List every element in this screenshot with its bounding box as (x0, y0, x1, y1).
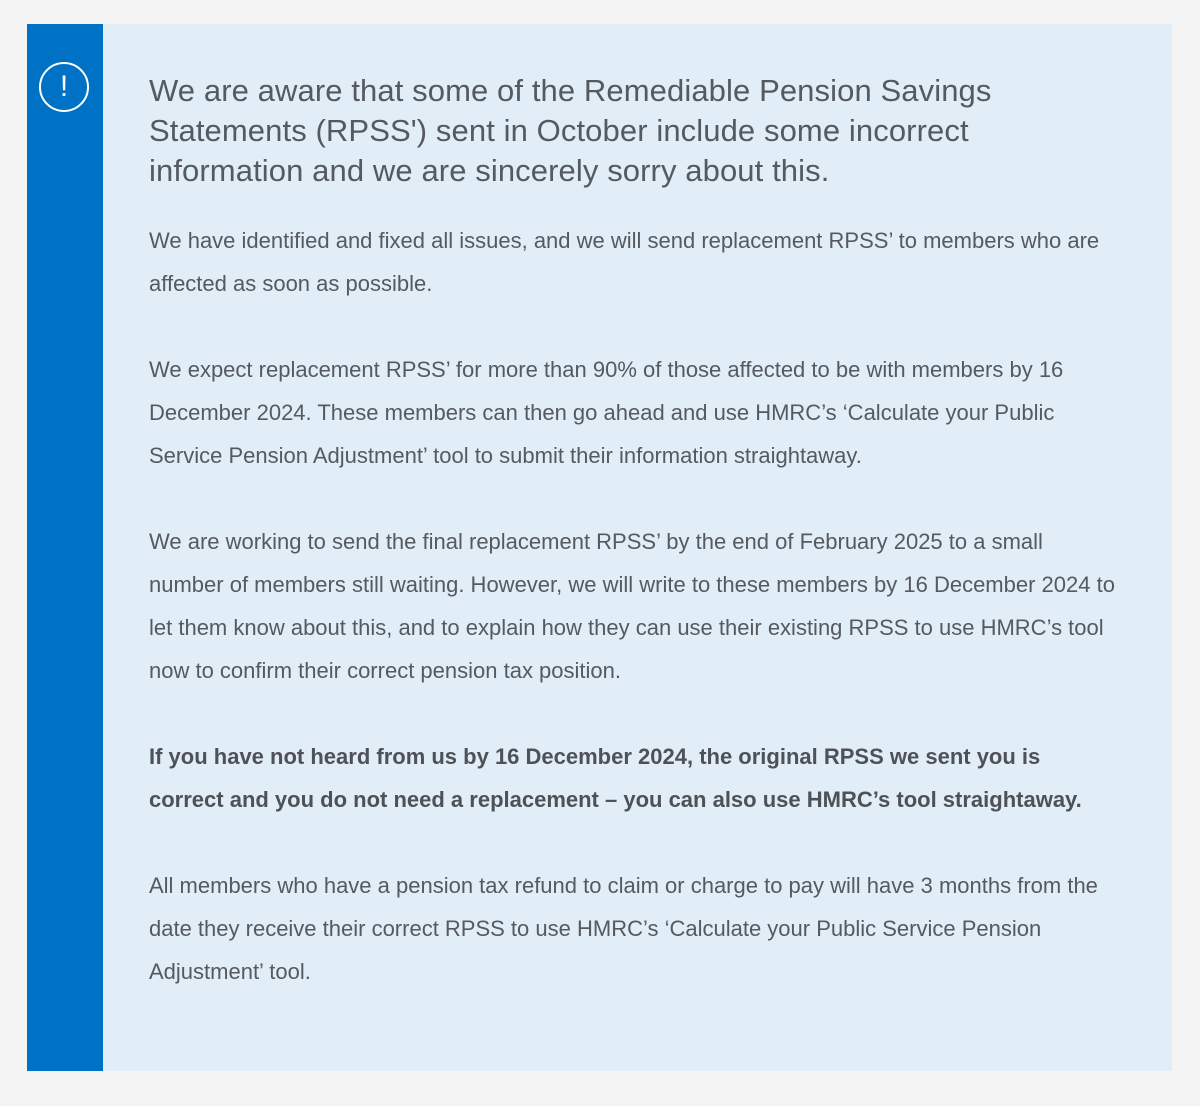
notice-paragraph-replacement-timing: We expect replacement RPSS’ for more than 90% of those affected to be with members by 16 December 2024. These members can then go ahead and use HMRC’s ‘Calculate your Public Service Pension Adjustment’ tool to submit their information straightaway. (149, 357, 1064, 468)
notice-paragraph-fixed-issues: We have identified and fixed all issues, and we will send replacement RPSS’ to members who are affected as soon as possible. (149, 228, 1100, 296)
exclamation-circle-icon: ! (39, 62, 89, 112)
notice-accent-bar (27, 24, 103, 1071)
notice-paragraph-important: If you have not heard from us by 16 December 2024, the original RPSS we sent you is correct and you do not need a replacement – you can also use HMRC’s tool straightaway. (149, 744, 1082, 812)
notice-paragraph-final-replacements: We are working to send the final replacement RPSS’ by the end of February 2025 to a small number of members still waiting. However, we will write to these members by 16 December 2024 to let them know about this, and to explain how they can use their existing RPSS to use HMRC’s tool now to confirm their correct pension tax position. (149, 529, 1115, 683)
notice-paragraph-deadline: All members who have a pension tax refund to claim or charge to pay will have 3 months from the date they receive their correct RPSS to use HMRC’s ‘Calculate your Public Service Pension Adjustment’ tool. (149, 873, 1098, 984)
notice-content (103, 24, 1172, 1071)
notice-panel (27, 24, 1172, 1071)
notice-title: We are aware that some of the Remediable Pension Savings Statements (RPSS') sent in October include some incorrect information and we are sincerely sorry about this. (149, 73, 992, 188)
